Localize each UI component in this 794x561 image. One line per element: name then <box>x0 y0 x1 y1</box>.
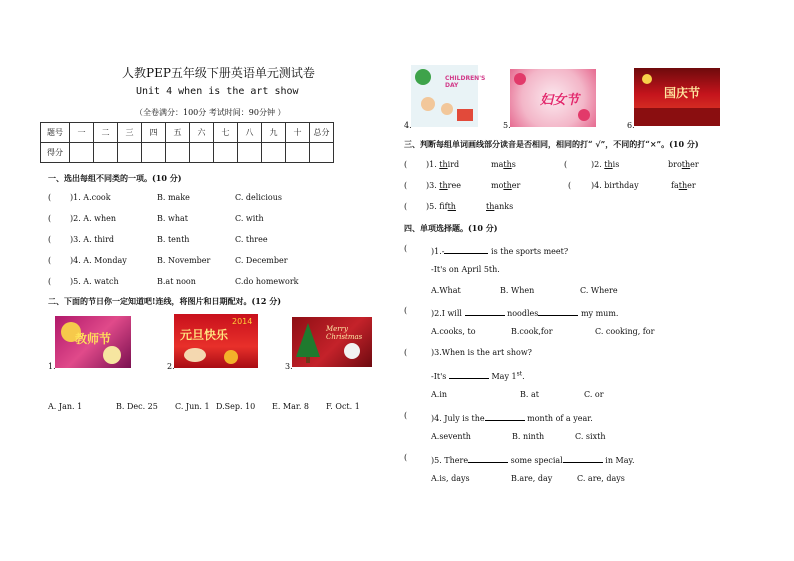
date-option[interactable]: E. Mar. 8 <box>272 402 310 411</box>
score-header-cell: 九 <box>262 123 286 143</box>
national-day-picture: 国庆节 <box>634 68 720 126</box>
answer-blank[interactable] <box>449 369 489 379</box>
score-header-cell: 六 <box>190 123 214 143</box>
score-header-cell: 五 <box>166 123 190 143</box>
question-stem: )2.I will noodles my mum. <box>431 306 618 318</box>
score-table-score-row <box>41 143 334 163</box>
question-stem: )5. There some special in May. <box>431 453 635 465</box>
picture-number: 3. <box>285 362 293 371</box>
score-row-label: 得分 <box>41 143 70 163</box>
answer-blank[interactable] <box>444 244 488 254</box>
date-option[interactable]: A. Jan. 1 <box>48 402 83 411</box>
score-header-cell: 总分 <box>310 123 334 143</box>
score-cell[interactable] <box>238 143 262 163</box>
score-cell[interactable] <box>310 143 334 163</box>
score-cell[interactable] <box>94 143 118 163</box>
score-table <box>40 122 334 163</box>
unit-title: Unit 4 when is the art show <box>136 86 299 97</box>
womens-day-picture: 妇女节 <box>510 69 596 127</box>
section2-title: 二、下面的节日你一定知道吧!连线，将图片和日期配对。(12 分) <box>48 296 281 306</box>
picture-number: 4. <box>404 121 412 130</box>
score-cell[interactable] <box>286 143 310 163</box>
answer-blank[interactable] <box>563 453 603 463</box>
score-header-cell: 二 <box>94 123 118 143</box>
score-header-cell: 一 <box>70 123 94 143</box>
childrens-day-picture: CHILDREN'S DAY <box>411 65 478 127</box>
score-header-cell: 八 <box>238 123 262 143</box>
date-option[interactable]: B. Dec. 25 <box>116 402 158 411</box>
date-option[interactable]: C. Jun. 1 <box>175 402 210 411</box>
score-header-cell: 四 <box>142 123 166 143</box>
score-cell[interactable] <box>190 143 214 163</box>
section4-title: 四、单项选择题。(10 分) <box>404 223 498 233</box>
score-table-header-row <box>41 123 334 143</box>
score-header-cell: 十 <box>286 123 310 143</box>
new-year-picture: 2014 元旦快乐 <box>174 314 258 368</box>
exam-info: （全卷满分：100分 考试时间：90分钟 ） <box>135 108 286 117</box>
answer-blank[interactable] <box>468 453 508 463</box>
question-answer-line: -It's May 1st. <box>431 370 525 381</box>
section1-title: 一、选出每组不同类的一项。(10 分) <box>48 173 182 183</box>
date-option[interactable]: F. Oct. 1 <box>326 402 360 411</box>
picture-number: 2. <box>167 362 175 371</box>
score-cell[interactable] <box>214 143 238 163</box>
score-cell[interactable] <box>262 143 286 163</box>
score-header-cell: 三 <box>118 123 142 143</box>
exam-title: 人教PEP五年级下册英语单元测试卷 <box>122 66 315 80</box>
score-cell[interactable] <box>142 143 166 163</box>
question-stem: )4. July is the month of a year. <box>431 411 593 423</box>
score-header-cell: 七 <box>214 123 238 143</box>
picture-number: 6. <box>627 121 635 130</box>
score-cell[interactable] <box>118 143 142 163</box>
christmas-picture: Merry Christmas <box>292 317 372 367</box>
question-stem: )1.- is the sports meet? <box>431 244 568 256</box>
score-header-cell: 题号 <box>41 123 70 143</box>
teachers-day-picture: 教师节 <box>55 316 131 368</box>
picture-number: 1. <box>48 362 56 371</box>
answer-blank[interactable] <box>538 306 578 316</box>
score-cell[interactable] <box>166 143 190 163</box>
date-option[interactable]: D.Sep. 10 <box>216 402 256 411</box>
section3-title: 三、判断每组单词画线部分读音是否相同，相同的打“ √”，不同的打“×”。(10 分) <box>404 139 699 149</box>
picture-number: 5. <box>503 121 511 130</box>
answer-blank[interactable] <box>485 411 525 421</box>
score-cell[interactable] <box>70 143 94 163</box>
answer-blank[interactable] <box>465 306 505 316</box>
